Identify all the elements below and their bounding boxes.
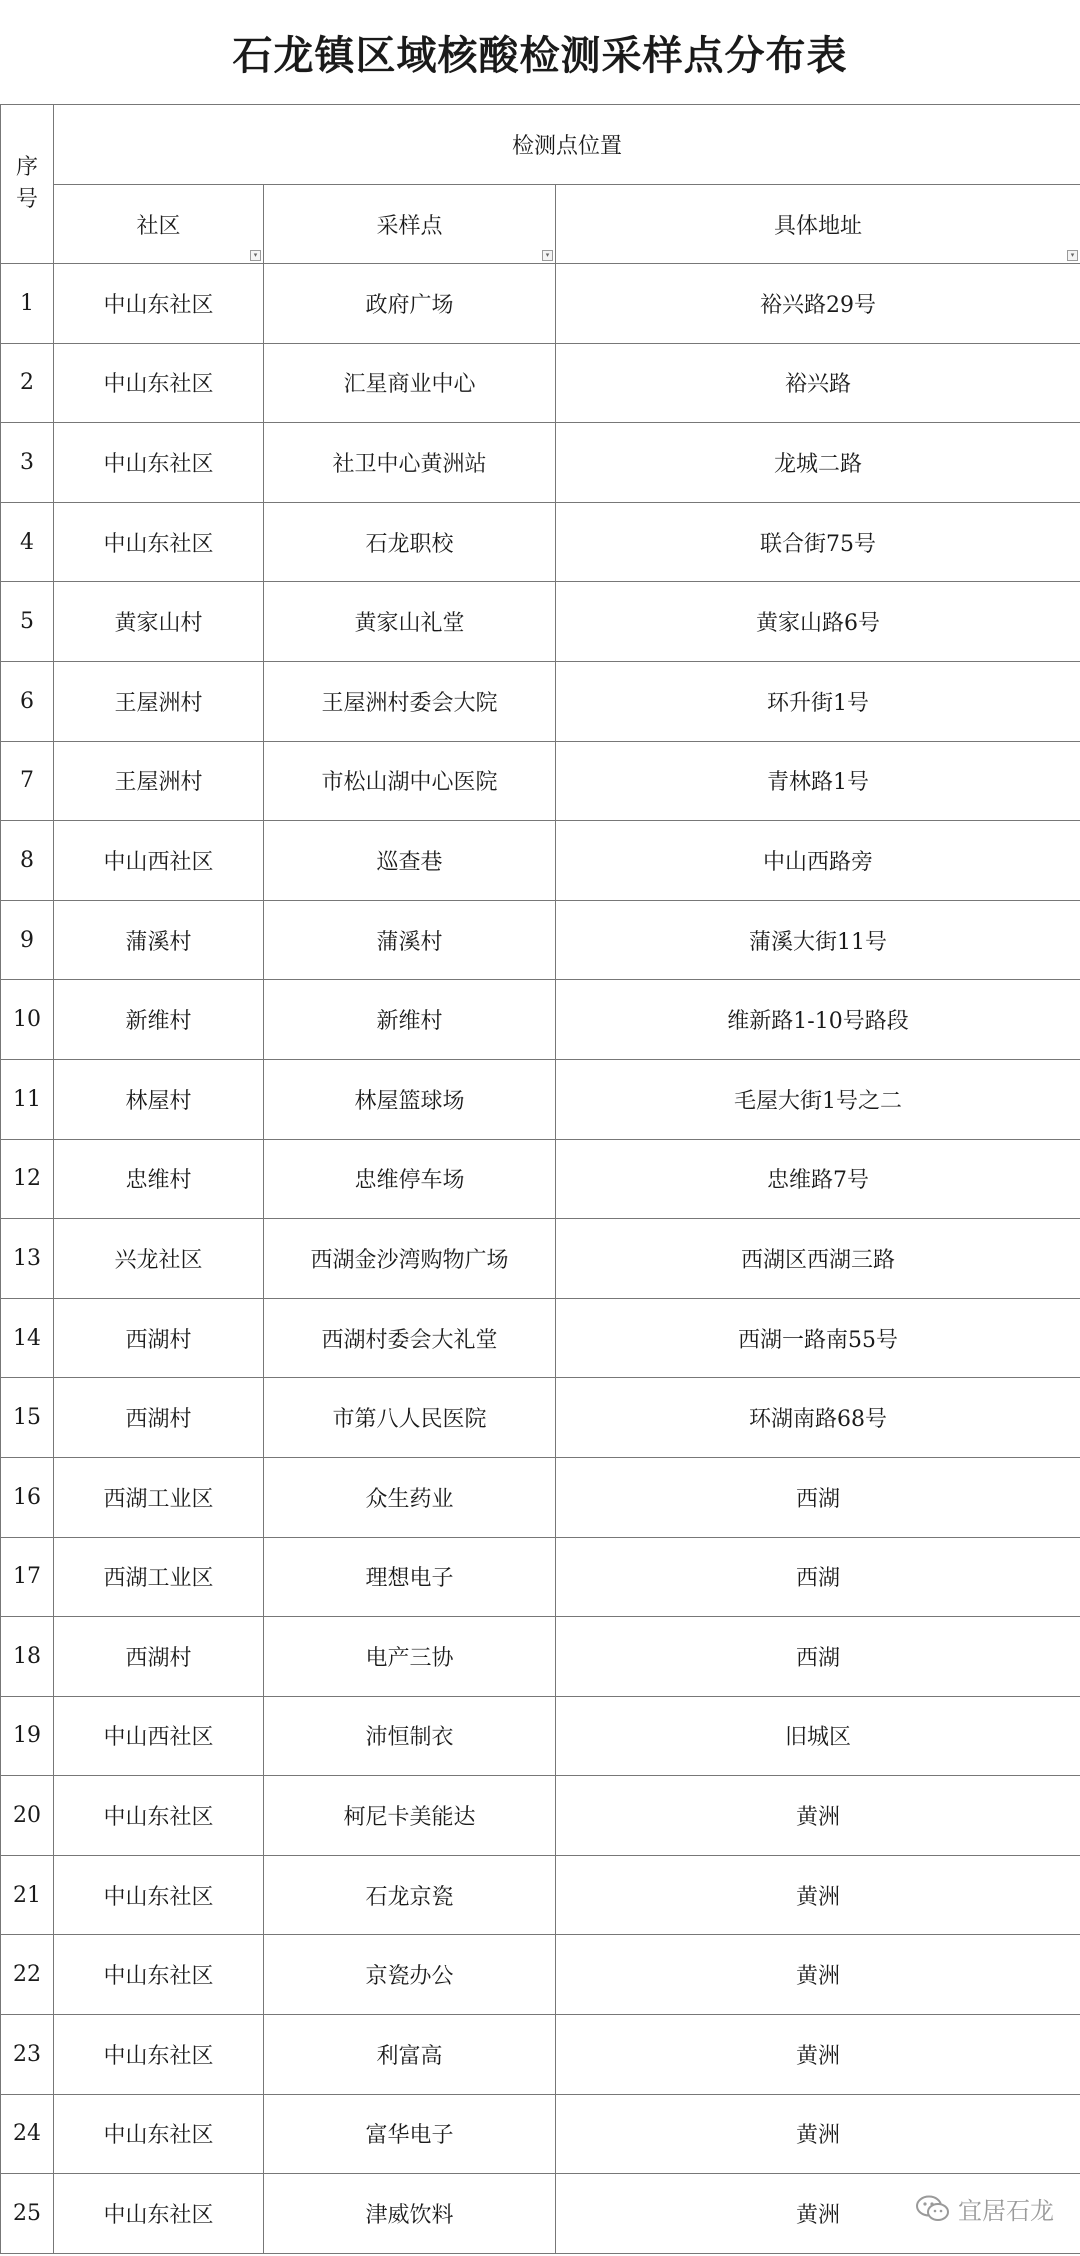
table-row [1, 1298, 1080, 1378]
seq-cell: 4 [1, 502, 54, 582]
table-row [1, 582, 1080, 662]
table-row [1, 2015, 1080, 2095]
table-row [1, 741, 1080, 821]
community-cell: 忠维村 [54, 1139, 264, 1219]
address-cell: 裕兴路29号 [556, 264, 1080, 344]
address-cell: 蒲溪大街11号 [556, 900, 1080, 980]
site-cell: 政府广场 [264, 264, 556, 344]
wechat-icon [916, 2195, 950, 2223]
site-cell: 社卫中心黄洲站 [264, 423, 556, 503]
table-row [1, 502, 1080, 582]
table-row [1, 661, 1080, 741]
seq-cell: 18 [1, 1617, 54, 1697]
address-cell: 龙城二路 [556, 423, 1080, 503]
group-header: 检测点位置 [54, 105, 1080, 185]
table-row [1, 1855, 1080, 1935]
seq-cell: 6 [1, 661, 54, 741]
table-row [1, 264, 1080, 344]
address-cell: 西湖 [556, 1617, 1080, 1697]
seq-cell: 25 [1, 2174, 54, 2254]
table-row [1, 1935, 1080, 2015]
address-cell: 西湖区西湖三路 [556, 1219, 1080, 1299]
filter-dropdown-icon[interactable]: ▾ [1067, 250, 1078, 261]
table-row [1, 423, 1080, 503]
community-cell: 中山西社区 [54, 821, 264, 901]
community-cell: 中山东社区 [54, 1935, 264, 2015]
site-cell: 王屋洲村委会大院 [264, 661, 556, 741]
community-cell: 西湖村 [54, 1298, 264, 1378]
site-cell: 西湖村委会大礼堂 [264, 1298, 556, 1378]
filter-dropdown-icon[interactable]: ▾ [542, 250, 553, 261]
site-cell: 京瓷办公 [264, 1935, 556, 2015]
site-cell: 巡查巷 [264, 821, 556, 901]
site-cell: 柯尼卡美能达 [264, 1776, 556, 1856]
community-cell: 西湖村 [54, 1378, 264, 1458]
seq-cell: 14 [1, 1298, 54, 1378]
site-cell: 汇星商业中心 [264, 343, 556, 423]
seq-cell: 12 [1, 1139, 54, 1219]
table-row [1, 1378, 1080, 1458]
community-cell: 王屋洲村 [54, 741, 264, 821]
address-cell: 黄洲 [556, 2174, 1080, 2254]
address-cell: 黄洲 [556, 1776, 1080, 1856]
address-cell: 黄家山路6号 [556, 582, 1080, 662]
seq-cell: 2 [1, 343, 54, 423]
address-cell: 西湖一路南55号 [556, 1298, 1080, 1378]
community-cell: 中山东社区 [54, 343, 264, 423]
address-cell: 环升街1号 [556, 661, 1080, 741]
community-cell: 西湖工业区 [54, 1457, 264, 1537]
table-row [1, 1696, 1080, 1776]
table-row [1, 2094, 1080, 2174]
site-cell: 电产三协 [264, 1617, 556, 1697]
community-cell: 中山东社区 [54, 2015, 264, 2095]
community-cell: 黄家山村 [54, 582, 264, 662]
community-cell: 西湖工业区 [54, 1537, 264, 1617]
page-title: 石龙镇区域核酸检测采样点分布表 [232, 31, 848, 79]
community-cell: 中山东社区 [54, 264, 264, 344]
seq-cell: 19 [1, 1696, 54, 1776]
site-cell: 西湖金沙湾购物广场 [264, 1219, 556, 1299]
site-cell: 市第八人民医院 [264, 1378, 556, 1458]
address-cell: 裕兴路 [556, 343, 1080, 423]
community-cell: 中山东社区 [54, 1776, 264, 1856]
table-row [1, 1219, 1080, 1299]
table-body [1, 264, 1080, 2254]
table-row [1, 343, 1080, 423]
sampling-sites-table [0, 104, 1080, 2254]
table-row [1, 1617, 1080, 1697]
site-cell: 津威饮料 [264, 2174, 556, 2254]
address-cell: 环湖南路68号 [556, 1378, 1080, 1458]
address-cell: 青林路1号 [556, 741, 1080, 821]
seq-cell: 11 [1, 1059, 54, 1139]
site-cell: 林屋篮球场 [264, 1059, 556, 1139]
community-cell: 林屋村 [54, 1059, 264, 1139]
seq-cell: 15 [1, 1378, 54, 1458]
table-row [1, 1139, 1080, 1219]
seq-cell: 10 [1, 980, 54, 1060]
seq-cell: 21 [1, 1855, 54, 1935]
address-cell: 联合街75号 [556, 502, 1080, 582]
address-cell: 维新路1-10号路段 [556, 980, 1080, 1060]
address-cell: 中山西路旁 [556, 821, 1080, 901]
community-cell: 中山东社区 [54, 423, 264, 503]
community-cell: 中山东社区 [54, 2094, 264, 2174]
column-header-address: 具体地址 ▾ [556, 185, 1080, 264]
seq-cell: 5 [1, 582, 54, 662]
address-cell: 忠维路7号 [556, 1139, 1080, 1219]
address-cell: 毛屋大街1号之二 [556, 1059, 1080, 1139]
seq-cell: 8 [1, 821, 54, 901]
community-cell: 中山西社区 [54, 1696, 264, 1776]
site-cell: 利富高 [264, 2015, 556, 2095]
site-cell: 市松山湖中心医院 [264, 741, 556, 821]
site-cell: 石龙京瓷 [264, 1855, 556, 1935]
site-cell: 理想电子 [264, 1537, 556, 1617]
seq-cell: 1 [1, 264, 54, 344]
seq-cell: 17 [1, 1537, 54, 1617]
community-cell: 中山东社区 [54, 2174, 264, 2254]
address-cell: 黄洲 [556, 1935, 1080, 2015]
column-header-community: 社区 ▾ [54, 185, 264, 264]
community-cell: 中山东社区 [54, 1855, 264, 1935]
table-row [1, 821, 1080, 901]
filter-dropdown-icon[interactable]: ▾ [250, 250, 261, 261]
seq-cell: 9 [1, 900, 54, 980]
community-cell: 蒲溪村 [54, 900, 264, 980]
seq-cell: 23 [1, 2015, 54, 2095]
seq-header: 序号 [1, 105, 54, 264]
seq-cell: 16 [1, 1457, 54, 1537]
table-row [1, 1457, 1080, 1537]
table-row [1, 980, 1080, 1060]
community-cell: 西湖村 [54, 1617, 264, 1697]
site-cell: 众生药业 [264, 1457, 556, 1537]
seq-cell: 7 [1, 741, 54, 821]
site-cell: 蒲溪村 [264, 900, 556, 980]
address-cell: 西湖 [556, 1537, 1080, 1617]
table-row [1, 1537, 1080, 1617]
address-cell: 旧城区 [556, 1696, 1080, 1776]
address-cell: 黄洲 [556, 2094, 1080, 2174]
table-row [1, 900, 1080, 980]
seq-cell: 3 [1, 423, 54, 503]
site-cell: 黄家山礼堂 [264, 582, 556, 662]
site-cell: 富华电子 [264, 2094, 556, 2174]
address-cell: 黄洲 [556, 2015, 1080, 2095]
column-header-site: 采样点 ▾ [264, 185, 556, 264]
site-cell: 石龙职校 [264, 502, 556, 582]
site-cell: 忠维停车场 [264, 1139, 556, 1219]
site-cell: 新维村 [264, 980, 556, 1060]
community-cell: 兴龙社区 [54, 1219, 264, 1299]
table-row [1, 1059, 1080, 1139]
watermark [916, 2191, 1054, 2226]
seq-cell: 20 [1, 1776, 54, 1856]
seq-cell: 22 [1, 1935, 54, 2015]
seq-cell: 24 [1, 2094, 54, 2174]
address-cell: 黄洲 [556, 1855, 1080, 1935]
community-cell: 新维村 [54, 980, 264, 1060]
site-cell: 沛恒制衣 [264, 1696, 556, 1776]
seq-cell: 13 [1, 1219, 54, 1299]
address-cell: 西湖 [556, 1457, 1080, 1537]
table-row [1, 1776, 1080, 1856]
watermark-text: 宜居石龙 [958, 2197, 1054, 2225]
community-cell: 中山东社区 [54, 502, 264, 582]
community-cell: 王屋洲村 [54, 661, 264, 741]
